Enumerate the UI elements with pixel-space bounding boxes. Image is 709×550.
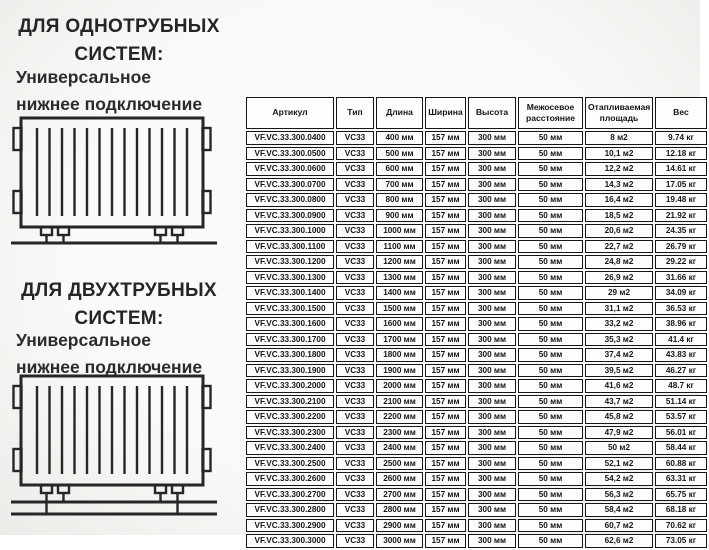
table-cell: VF.VC.33.300.0400 <box>246 131 334 145</box>
table-cell: 14,3 м2 <box>585 178 653 192</box>
table-cell: 157 мм <box>425 193 466 207</box>
table-cell: 50 мм <box>518 317 583 331</box>
two-pipe-heading-line2: СИСТЕМ: <box>74 307 164 329</box>
table-row <box>246 209 707 223</box>
table-cell: 1100 мм <box>376 240 423 254</box>
table-cell: 50 мм <box>518 364 583 378</box>
column-header: Высота <box>468 97 516 129</box>
table-cell: VC33 <box>336 395 374 409</box>
single-pipe-subtitle-line2: нижнее подключение <box>16 94 203 115</box>
table-cell: 300 мм <box>468 131 516 145</box>
table-cell: 600 мм <box>376 162 423 176</box>
table-cell: 300 мм <box>468 193 516 207</box>
table-cell: VF.VC.33.300.2800 <box>246 503 334 517</box>
table-row <box>246 395 707 409</box>
table-row <box>246 255 707 269</box>
table-cell: VF.VC.33.300.1200 <box>246 255 334 269</box>
table-row <box>246 224 707 238</box>
table-cell: 12.18 кг <box>655 147 707 161</box>
table-cell: 60.88 кг <box>655 457 707 471</box>
single-pipe-heading-line2: СИСТЕМ: <box>74 43 164 65</box>
table-cell: 3000 мм <box>376 534 423 548</box>
table-cell: 17.05 кг <box>655 178 707 192</box>
table-cell: 2400 мм <box>376 441 423 455</box>
table-cell: 50 мм <box>518 519 583 533</box>
table-cell: 300 мм <box>468 503 516 517</box>
table-cell: VF.VC.33.300.1700 <box>246 333 334 347</box>
table-cell: 300 мм <box>468 178 516 192</box>
table-row <box>246 457 707 471</box>
table-cell: 51.14 кг <box>655 395 707 409</box>
table-cell: 50 мм <box>518 302 583 316</box>
table-cell: 24,8 м2 <box>585 255 653 269</box>
table-row <box>246 333 707 347</box>
table-cell: 50 мм <box>518 255 583 269</box>
table-cell: 24.35 кг <box>655 224 707 238</box>
table-cell: 2600 мм <box>376 472 423 486</box>
single-pipe-subtitle <box>16 64 231 118</box>
table-cell: 50 мм <box>518 503 583 517</box>
table-cell: 300 мм <box>468 147 516 161</box>
table-cell: 68.18 кг <box>655 503 707 517</box>
column-header: Отапливаемая площадь <box>585 97 653 129</box>
table-row <box>246 286 707 300</box>
table-cell: VC33 <box>336 178 374 192</box>
table-cell: 50 мм <box>518 441 583 455</box>
table-cell: 50 мм <box>518 457 583 471</box>
column-header: Вес <box>655 97 707 129</box>
table-cell: VC33 <box>336 317 374 331</box>
table-cell: 52,1 м2 <box>585 457 653 471</box>
table-cell: VC33 <box>336 193 374 207</box>
table-cell: 33,2 м2 <box>585 317 653 331</box>
table-cell: 300 мм <box>468 286 516 300</box>
table-row <box>246 364 707 378</box>
two-pipe-heading <box>8 277 230 332</box>
table-cell: VF.VC.33.300.0500 <box>246 147 334 161</box>
table-cell: 54,2 м2 <box>585 472 653 486</box>
table-cell: VF.VC.33.300.2700 <box>246 488 334 502</box>
table-cell: VC33 <box>336 147 374 161</box>
table-cell: VF.VC.33.300.0600 <box>246 162 334 176</box>
table-cell: VC33 <box>336 255 374 269</box>
table-row <box>246 271 707 285</box>
table-cell: VF.VC.33.300.3000 <box>246 534 334 548</box>
table-cell: VC33 <box>336 286 374 300</box>
table-cell: VF.VC.33.300.1000 <box>246 224 334 238</box>
column-header: Артикул <box>246 97 334 129</box>
table-row <box>246 348 707 362</box>
table-cell: VF.VC.33.300.0700 <box>246 178 334 192</box>
table-cell: 157 мм <box>425 178 466 192</box>
table-cell: 1200 мм <box>376 255 423 269</box>
table-cell: 300 мм <box>468 255 516 269</box>
table-cell: VC33 <box>336 472 374 486</box>
table-cell: 300 мм <box>468 209 516 223</box>
table-cell: 50 мм <box>518 488 583 502</box>
table-cell: 1500 мм <box>376 302 423 316</box>
table-cell: 19.48 кг <box>655 193 707 207</box>
table-cell: 157 мм <box>425 410 466 424</box>
table-cell: 300 мм <box>468 162 516 176</box>
table-cell: 157 мм <box>425 503 466 517</box>
table-cell: 50 мм <box>518 193 583 207</box>
table-cell: 50 мм <box>518 426 583 440</box>
spec-table <box>244 95 709 550</box>
table-cell: 300 мм <box>468 472 516 486</box>
table-cell: 300 мм <box>468 224 516 238</box>
table-cell: 400 мм <box>376 131 423 145</box>
table-cell: 157 мм <box>425 472 466 486</box>
table-cell: VC33 <box>336 488 374 502</box>
table-cell: 157 мм <box>425 488 466 502</box>
table-cell: VF.VC.33.300.1400 <box>246 286 334 300</box>
table-cell: 300 мм <box>468 379 516 393</box>
table-cell: VC33 <box>336 457 374 471</box>
table-cell: 36.53 кг <box>655 302 707 316</box>
table-cell: VF.VC.33.300.2000 <box>246 379 334 393</box>
table-cell: 1600 мм <box>376 317 423 331</box>
table-cell: 300 мм <box>468 333 516 347</box>
table-cell: 58.44 кг <box>655 441 707 455</box>
table-cell: 22,7 м2 <box>585 240 653 254</box>
table-row <box>246 240 707 254</box>
table-cell: VF.VC.33.300.1300 <box>246 271 334 285</box>
table-cell: VC33 <box>336 364 374 378</box>
table-row <box>246 178 707 192</box>
table-cell: 31,1 м2 <box>585 302 653 316</box>
table-cell: 50 мм <box>518 147 583 161</box>
table-cell: 157 мм <box>425 534 466 548</box>
table-cell: 157 мм <box>425 395 466 409</box>
table-cell: 50 мм <box>518 240 583 254</box>
table-cell: 1300 мм <box>376 271 423 285</box>
table-cell: VF.VC.33.300.2600 <box>246 472 334 486</box>
single-pipe-heading-line1: ДЛЯ ОДНОТРУБНЫХ <box>18 16 220 37</box>
table-row <box>246 410 707 424</box>
table-cell: 56.01 кг <box>655 426 707 440</box>
table-cell: 157 мм <box>425 209 466 223</box>
table-cell: 12,2 м2 <box>585 162 653 176</box>
table-cell: 1800 мм <box>376 348 423 362</box>
table-cell: 157 мм <box>425 147 466 161</box>
table-cell: VC33 <box>336 519 374 533</box>
column-header: Длина <box>376 97 423 129</box>
table-cell: 53.57 кг <box>655 410 707 424</box>
table-cell: 157 мм <box>425 131 466 145</box>
table-cell: 300 мм <box>468 271 516 285</box>
table-cell: 2700 мм <box>376 488 423 502</box>
table-cell: 157 мм <box>425 519 466 533</box>
table-cell: 50 мм <box>518 131 583 145</box>
table-cell: 157 мм <box>425 302 466 316</box>
table-cell: 300 мм <box>468 395 516 409</box>
table-row <box>246 534 707 548</box>
table-cell: 10,1 м2 <box>585 147 653 161</box>
table-cell: 8 м2 <box>585 131 653 145</box>
table-cell: 157 мм <box>425 441 466 455</box>
table-cell: 34.09 кг <box>655 286 707 300</box>
table-cell: VC33 <box>336 271 374 285</box>
two-pipe-subtitle-line1: Универсальное <box>16 330 152 350</box>
table-cell: VF.VC.33.300.0900 <box>246 209 334 223</box>
table-cell: VC33 <box>336 131 374 145</box>
table-cell: 300 мм <box>468 302 516 316</box>
table-cell: 14.61 кг <box>655 162 707 176</box>
table-cell: 2100 мм <box>376 395 423 409</box>
spec-table-wrap <box>244 95 697 550</box>
table-cell: 16,4 м2 <box>585 193 653 207</box>
table-cell: 900 мм <box>376 209 423 223</box>
table-cell: 157 мм <box>425 426 466 440</box>
table-cell: VF.VC.33.300.2400 <box>246 441 334 455</box>
table-row <box>246 488 707 502</box>
table-cell: VC33 <box>336 333 374 347</box>
table-cell: 50 мм <box>518 209 583 223</box>
table-cell: 157 мм <box>425 271 466 285</box>
table-cell: 35,3 м2 <box>585 333 653 347</box>
table-cell: 50 мм <box>518 472 583 486</box>
table-cell: VF.VC.33.300.0800 <box>246 193 334 207</box>
table-cell: 18,5 м2 <box>585 209 653 223</box>
column-header: Тип <box>336 97 374 129</box>
table-cell: 50 мм <box>518 379 583 393</box>
table-cell: 63.31 кг <box>655 472 707 486</box>
table-cell: VF.VC.33.300.1900 <box>246 364 334 378</box>
table-cell: 1700 мм <box>376 333 423 347</box>
two-pipe-heading-line1: ДЛЯ ДВУХТРУБНЫХ <box>21 280 217 301</box>
table-cell: 73.05 кг <box>655 534 707 548</box>
table-cell: 62,6 м2 <box>585 534 653 548</box>
table-row <box>246 193 707 207</box>
table-cell: 31.66 кг <box>655 271 707 285</box>
table-cell: VC33 <box>336 503 374 517</box>
table-cell: 2900 мм <box>376 519 423 533</box>
table-cell: VC33 <box>336 441 374 455</box>
table-row <box>246 426 707 440</box>
table-cell: VF.VC.33.300.2100 <box>246 395 334 409</box>
table-cell: 21.92 кг <box>655 209 707 223</box>
table-cell: 700 мм <box>376 178 423 192</box>
table-cell: 300 мм <box>468 364 516 378</box>
table-cell: 46.27 кг <box>655 364 707 378</box>
table-cell: 50 мм <box>518 395 583 409</box>
table-cell: 2000 мм <box>376 379 423 393</box>
table-cell: 157 мм <box>425 379 466 393</box>
table-cell: VC33 <box>336 379 374 393</box>
single-pipe-heading <box>8 13 230 68</box>
table-cell: 50 м2 <box>585 441 653 455</box>
table-cell: VF.VC.33.300.1600 <box>246 317 334 331</box>
table-cell: VF.VC.33.300.2200 <box>246 410 334 424</box>
table-cell: 56,3 м2 <box>585 488 653 502</box>
table-cell: 157 мм <box>425 240 466 254</box>
table-cell: 41.4 кг <box>655 333 707 347</box>
table-cell: 157 мм <box>425 255 466 269</box>
table-cell: VF.VC.33.300.1500 <box>246 302 334 316</box>
table-cell: 157 мм <box>425 333 466 347</box>
table-cell: 1900 мм <box>376 364 423 378</box>
table-cell: 29.22 кг <box>655 255 707 269</box>
table-cell: VC33 <box>336 240 374 254</box>
table-cell: 58,4 м2 <box>585 503 653 517</box>
radiator-single-pipe-diagram <box>11 114 221 248</box>
table-cell: 1000 мм <box>376 224 423 238</box>
radiator-two-pipe-diagram <box>11 372 221 518</box>
table-cell: 50 мм <box>518 348 583 362</box>
table-cell: 43.83 кг <box>655 348 707 362</box>
left-panel <box>0 0 240 535</box>
table-cell: VC33 <box>336 426 374 440</box>
table-cell: 2800 мм <box>376 503 423 517</box>
table-row <box>246 379 707 393</box>
table-cell: VC33 <box>336 162 374 176</box>
table-row <box>246 519 707 533</box>
table-cell: 300 мм <box>468 317 516 331</box>
table-cell: 800 мм <box>376 193 423 207</box>
table-cell: 50 мм <box>518 224 583 238</box>
table-cell: 50 мм <box>518 410 583 424</box>
table-cell: 300 мм <box>468 457 516 471</box>
table-cell: 300 мм <box>468 348 516 362</box>
single-pipe-subtitle-line1: Универсальное <box>16 67 152 87</box>
table-cell: 9.74 кг <box>655 131 707 145</box>
table-row <box>246 317 707 331</box>
table-cell: 300 мм <box>468 441 516 455</box>
table-cell: 157 мм <box>425 364 466 378</box>
table-cell: 41,6 м2 <box>585 379 653 393</box>
table-cell: 26,9 м2 <box>585 271 653 285</box>
table-cell: 300 мм <box>468 519 516 533</box>
table-cell: VC33 <box>336 410 374 424</box>
table-cell: 38.96 кг <box>655 317 707 331</box>
table-cell: 26.79 кг <box>655 240 707 254</box>
table-cell: 48.7 кг <box>655 379 707 393</box>
table-cell: 2300 мм <box>376 426 423 440</box>
table-row <box>246 503 707 517</box>
table-cell: 50 мм <box>518 286 583 300</box>
table-cell: 300 мм <box>468 488 516 502</box>
table-cell: 65.75 кг <box>655 488 707 502</box>
table-row <box>246 131 707 145</box>
table-cell: VC33 <box>336 534 374 548</box>
table-cell: VF.VC.33.300.2900 <box>246 519 334 533</box>
table-cell: VC33 <box>336 348 374 362</box>
table-cell: VF.VC.33.300.2500 <box>246 457 334 471</box>
table-cell: 47,9 м2 <box>585 426 653 440</box>
table-cell: VC33 <box>336 224 374 238</box>
table-cell: 1400 мм <box>376 286 423 300</box>
table-cell: 50 мм <box>518 271 583 285</box>
table-row <box>246 147 707 161</box>
table-cell: 300 мм <box>468 534 516 548</box>
table-row <box>246 302 707 316</box>
table-cell: 157 мм <box>425 317 466 331</box>
table-cell: 300 мм <box>468 426 516 440</box>
table-row <box>246 472 707 486</box>
column-header: Межосевое расстояние <box>518 97 583 129</box>
table-cell: 20,6 м2 <box>585 224 653 238</box>
table-cell: 157 мм <box>425 348 466 362</box>
table-cell: 50 мм <box>518 178 583 192</box>
table-cell: 70.62 кг <box>655 519 707 533</box>
table-cell: 60,7 м2 <box>585 519 653 533</box>
table-cell: 50 мм <box>518 162 583 176</box>
table-cell: 157 мм <box>425 286 466 300</box>
table-cell: VC33 <box>336 302 374 316</box>
table-cell: VF.VC.33.300.2300 <box>246 426 334 440</box>
table-cell: 300 мм <box>468 410 516 424</box>
table-row <box>246 162 707 176</box>
table-row <box>246 441 707 455</box>
column-header: Ширина <box>425 97 466 129</box>
table-cell: 45,8 м2 <box>585 410 653 424</box>
table-cell: 39,5 м2 <box>585 364 653 378</box>
table-cell: 500 мм <box>376 147 423 161</box>
table-cell: VF.VC.33.300.1800 <box>246 348 334 362</box>
table-cell: 29 м2 <box>585 286 653 300</box>
table-cell: 2500 мм <box>376 457 423 471</box>
two-pipe-subtitle-line2: нижнее подключение <box>16 357 203 378</box>
table-cell: 43,7 м2 <box>585 395 653 409</box>
table-cell: VC33 <box>336 209 374 223</box>
table-cell: 157 мм <box>425 224 466 238</box>
table-cell: 50 мм <box>518 333 583 347</box>
table-cell: 37,4 м2 <box>585 348 653 362</box>
table-cell: 157 мм <box>425 457 466 471</box>
table-cell: 50 мм <box>518 534 583 548</box>
table-header-row <box>246 97 707 129</box>
table-cell: VF.VC.33.300.1100 <box>246 240 334 254</box>
table-cell: 2200 мм <box>376 410 423 424</box>
table-cell: 300 мм <box>468 240 516 254</box>
table-cell: 157 мм <box>425 162 466 176</box>
